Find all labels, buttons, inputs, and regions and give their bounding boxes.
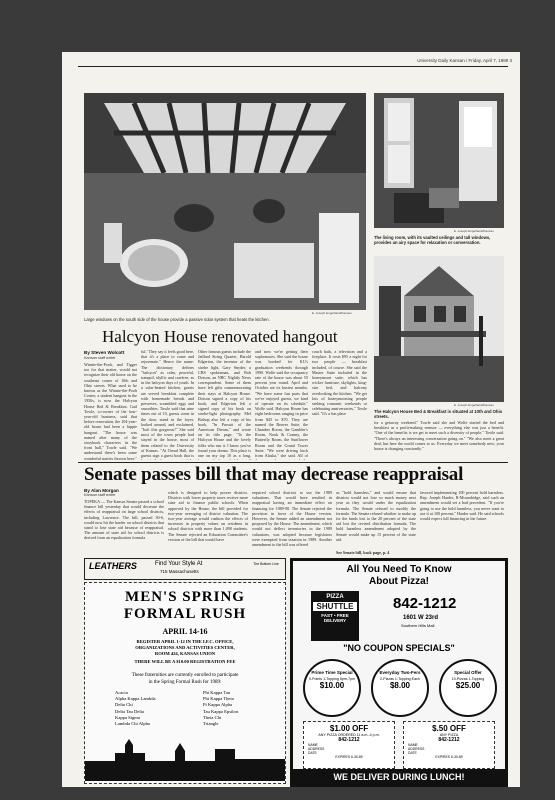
living-room-photo	[374, 93, 504, 228]
fraternity-name: Triangle	[203, 721, 219, 727]
coupon-line: ANY PIZZA ORDERED 11 a.m.-4 p.m.	[318, 733, 380, 737]
senate-column-5: favored implementing 100 percent hold harmless. Rep. Joseph Harder, R-Moundridge, said such an amendment would set a bad precedent. "If you're going to use the hold harmless, you never want to use it at 100 percent," Harder said. He said schools would expect full financing in the future.	[420, 490, 504, 522]
pizza-shuttle-logo	[311, 591, 359, 641]
coupon-price: $.50 OFF	[432, 724, 466, 733]
special-title: Everyday Two-Fers	[379, 670, 421, 675]
fraternity-name: Lambda Chi Alpha	[115, 721, 150, 727]
coupon-expires: EXPIRES 6-30-89	[435, 755, 463, 759]
coupon-phone: 842-1212	[438, 737, 460, 743]
special-title: Special Offer	[454, 670, 482, 675]
senate-column-1: TOPEKA — The Kansas Senate passed a school finance bill yesterday that would decrease the effects of reappraisal on large school districts, including Lawrence. The bill, passed 30-6, would now hit the harder on school districts that stand to lose state aid because of reappraisal. The amount of state aid for school districts is derived from an equalization formula	[84, 499, 164, 541]
feature-column-5: couch bath, a television and a fireplace. It costs $95 a night for two people — breakfast included, of course. She said the Master Suite included in the honeymoon suite, which has wicker furniture, skylights, king-size bed, and balcony overlooking the kitchen. "We get lots of honeymooning people seeking romantic weekends or celebrating anniversaries," Towle said. "It's a fun place	[312, 349, 367, 417]
special-offer	[439, 659, 497, 717]
fraternity-name: Alpha Kappa Lambda	[115, 696, 156, 702]
rush-fraternities-right	[203, 690, 238, 727]
feature-byline: By Steven Wolcott	[84, 350, 125, 355]
logo-fast-free: FAST • FREE	[321, 613, 349, 618]
pizza-location: Southern Hills Mall	[401, 623, 435, 628]
top-rule	[78, 66, 508, 67]
rush-title-line-1: MEN'S SPRING	[125, 589, 245, 605]
senate-column-2: which is designed to help poorer districts. Districts with lower property taxes receive more state aid to finance public schools. When approved by the House, the bill provided for two-year averaging of district valuation. The two-year average would cushion the effects of increases in property values on residents in school districts with more than 1,000 students. The Senate rejected an Education Committee's version of the bill that would have	[168, 490, 248, 542]
house-exterior-credit: E. Joseph Engelhardt/Kansan	[454, 403, 494, 407]
no-coupon-specials: "NO COUPON SPECIALS"	[343, 643, 455, 653]
house-exterior-image	[374, 256, 504, 402]
feature-side-column: for a getaway weekend." Towle said she and Wolfe started the bed and breakfast as a profit-making venture — everything else was just a benefit. "One of the benefits is we get to meet such a diversity of people," Towle said. "There's always an interesting conversation going on." "We also meet a great deal, but here the world comes to us. Everyday we meet somebody new; your house is changing constantly."	[374, 420, 504, 452]
fraternity-name: Pi Kappa Alpha	[203, 702, 233, 708]
fraternity-name: Phi Kappa Tau	[203, 690, 231, 695]
living-room-credit: E. Joseph Engelhardt/Kansan	[454, 229, 494, 233]
coupon-phone: 842-1212	[338, 737, 360, 743]
coupon-expires: EXPIRES 6-30-89	[335, 755, 363, 759]
coupon-line: ANY PIZZA	[439, 733, 459, 737]
leathers-brand: LEATHERS	[89, 561, 137, 571]
coupon-price: $1.00 OFF	[329, 724, 369, 733]
leathers-small-logo: The Bottom Line	[253, 562, 279, 566]
house-exterior-photo	[374, 256, 504, 402]
leathers-tagline: Find Your Style At	[155, 561, 203, 567]
pizza-headline-1: All You Need To Know	[346, 564, 452, 575]
logo-delivery: DELIVERY	[323, 618, 347, 623]
fraternity-name: Tau Kappa Epsilon	[203, 708, 239, 714]
kitchen-photo	[84, 93, 366, 310]
special-price: $25.00	[455, 681, 481, 690]
logo-word-pizza: PIZZA	[326, 594, 344, 600]
coupon-name-field: NAME	[308, 743, 318, 747]
pizza-phone: 842-1212	[393, 595, 457, 612]
living-room-caption: The living room, with its vaulted ceilings and tall windows, provides an airy space for relaxation or conversation.	[374, 235, 491, 245]
senate-headline: Senate passes bill that may decrease reappraisal	[84, 464, 464, 485]
special-prime-time	[303, 659, 361, 717]
formal-rush-ad	[84, 582, 286, 784]
special-detail: 2-Pizzas 1-Topping Each	[380, 677, 420, 681]
page-folio: University Daily Kansan / Friday, April 7, 1989 3	[417, 58, 512, 63]
senate-column-3: required school districts to use the 1989 valuations. That would have resulted in reappraisal having an immediate effect on financing for 1989-90. The Senate rejected the provision in favor of the House version. However, the Senate added an amendment not proposed by the House. The amendment, which would not deflect inventories in the 1989 valuations, was adopted because legislators were exempted from taxation in 1989. Another amendment to the bill was offered	[252, 490, 332, 548]
fraternity-name: Kappa Sigma	[115, 714, 140, 720]
kitchen-photo-image	[84, 93, 366, 310]
kitchen-photo-credit: E. Joseph Engelhardt/Kansan	[312, 311, 352, 315]
rush-intro-line-1: These fraternities are currently enrolled to participate	[131, 673, 239, 678]
pizza-footer-banner: WE DELIVER DURING LUNCH!	[293, 769, 505, 785]
rush-dates: APRIL 14-16	[162, 627, 208, 636]
feature-staff-line: Kansan staff writer	[84, 356, 116, 360]
fraternity-name: Theta Chi	[203, 714, 222, 720]
feature-column-2: ful.' They say it feels good here, that it's a place to come and rejuvenate." Hence the name: The dictionary defines "halcyon" as calm, peaceful, tranquil, idyllic and carefree, as in the halcyon days of youth. In a solar-heated kitchen, guests are served breakfast complete with homemade breads and preserves, scrambled eggs and smoothies. Towle said that nine times out of 10, guests come in the door, stand in the foyer, looked around, and exclaimed, "Isn't this gorgeous?" She said most of the town people had stayed in the house, most of them related to the University of Kansas. "At Oread Hall, the guests sign a guest book that is	[141, 349, 194, 459]
fraternity-name: Delta Tau Delta	[115, 708, 144, 714]
coupon-date-field: DATE	[408, 751, 417, 755]
coupon-date-field: DATE	[308, 751, 317, 755]
rush-title-line-2: FORMAL RUSH	[123, 606, 247, 622]
coupon-name-field: NAME	[408, 743, 418, 747]
leathers-ad	[84, 558, 286, 580]
rush-fee: THERE WILL BE A $10.00 REGISTRATION FEE	[134, 659, 236, 664]
rush-register-line-2: ORGANIZATIONS AND ACTIVITIES CENTER,	[135, 645, 235, 650]
special-title: Prime Time Special	[311, 670, 353, 675]
fraternity-name: Acacia	[115, 690, 128, 695]
living-room-image	[374, 93, 504, 228]
coupon-1[interactable]	[303, 721, 395, 769]
campus-skyline-silhouette	[85, 731, 285, 781]
feature-column-1: Winnie-the-Pooh, and Tigger too for that matter, would not recognize their old house on the southeast corner of 10th and Ohio streets. What used to be known as the Winnie-the-Pooh Corner, a student hangout in the 1950s, is now the Halcyon House Bed & Breakfast. Gail Towle, co-owner of the four-year-old business, said that before renovation, the 104-year-old house had been a hippie hangout. "The house was named after many of the storybook characters in the front hall," Towle said. "We understand there's been some wonderful parties thrown here."	[84, 362, 137, 460]
senate-column-4: as "hold harmless," and would ensure that districts would not lose so much money next year as they would under the equalization formula. The Senate refused to modify the formula. The Senate refused whether to make up for the funds lost to the 20 percent of the state aid lost the revised distribution formula. The hold harmless amendment adopted by the Senate would make up 15 percent of the state aid.	[336, 490, 416, 542]
feature-column-3: Other famous guests include the Jaillard String Quartet, Harold Edgerton, the inventor of the strobe light, Gary Snyder, a CBS spokesman, and Bob Dotson, an NBC Nightly News correspondent. Some of them have left gifts commemorating their stays at Halcyon House. Dotson signed a copy of his book, and Edgerton left a signed copy of his book on strobe-light photography. Mel Bishop also left a copy of his book, "In Pursuit of the American Dream," and wrote on its title page, "To the Halcyon House and the lovely folks who run it. I know you've found your dream. This place is one on my top 10 as a long,	[198, 349, 251, 459]
kitchen-photo-caption: Large windows on the south side of the house provide a passive solar system that heats the kitchen.	[84, 317, 270, 322]
newspaper-page	[62, 52, 520, 787]
fraternity-name: Delta Chi	[115, 702, 133, 708]
special-detail: 10-Pizzas 1-Topping	[451, 677, 485, 681]
coupon-address-field: ADDRESS	[308, 747, 325, 751]
rush-fraternities-left	[115, 690, 156, 727]
senate-byline: By Alan Morgan	[84, 488, 119, 493]
leathers-address: 715 Massachusetts	[160, 569, 199, 574]
logo-word-shuttle: SHUTTLE	[313, 602, 357, 611]
house-exterior-caption: The Halcyon House Bed & Breakfast is situated at 10th and Ohio streets.	[374, 409, 503, 419]
rush-register-line-3: ROOM 424, KANSAS UNION	[154, 651, 216, 656]
coupon-address-field: ADDRESS	[408, 747, 425, 751]
special-detail: 9-Points 1-Topping 5pm-7pm	[308, 677, 356, 681]
rush-intro-line-2: in the Spring Formal Rush for 1989:	[148, 680, 222, 685]
coupon-2[interactable]	[403, 721, 495, 769]
feature-column-4: and now we're getting their sophomores. She said the house was booked for KU's graduation weekends through 1990. Wolfe said the occupancy rate of the house was about 55 percent year round. April and October are its busiest months. "We have some fun parts that we've enjoyed guests, we kind of operate on its schedule," Wolfe said. Halcyon House has eight bedrooms ranging in price from $45 to $70. They are named the Beaver Suite, the Chamber Room, the Gambler's Room, Nook & Cranny, the Butterfly Room, the Sunflower Room and the Grand Tower Suite. "We were driving back from Alaska," she said. All of	[255, 349, 308, 459]
feature-headline: Halcyon House renovated hangout	[102, 327, 338, 346]
section-rule	[78, 462, 508, 463]
pizza-shuttle-ad	[290, 558, 508, 787]
special-two-fers	[371, 659, 429, 717]
special-price: $10.00	[319, 681, 345, 690]
pizza-headline-2: About Pizza!	[369, 576, 429, 587]
senate-jump-line: See Senate bill, back page, p. 4	[336, 550, 390, 555]
rush-register-line-1: REGISTER APRIL 1-12 IN THE I.F.C. OFFICE,	[136, 639, 234, 644]
pizza-address: 1601 W 23rd	[403, 615, 439, 621]
senate-staff-line: Kansan staff writer	[84, 493, 116, 497]
fraternity-name: Phi Kappa Theta	[203, 696, 234, 702]
special-price: $8.00	[389, 681, 411, 690]
